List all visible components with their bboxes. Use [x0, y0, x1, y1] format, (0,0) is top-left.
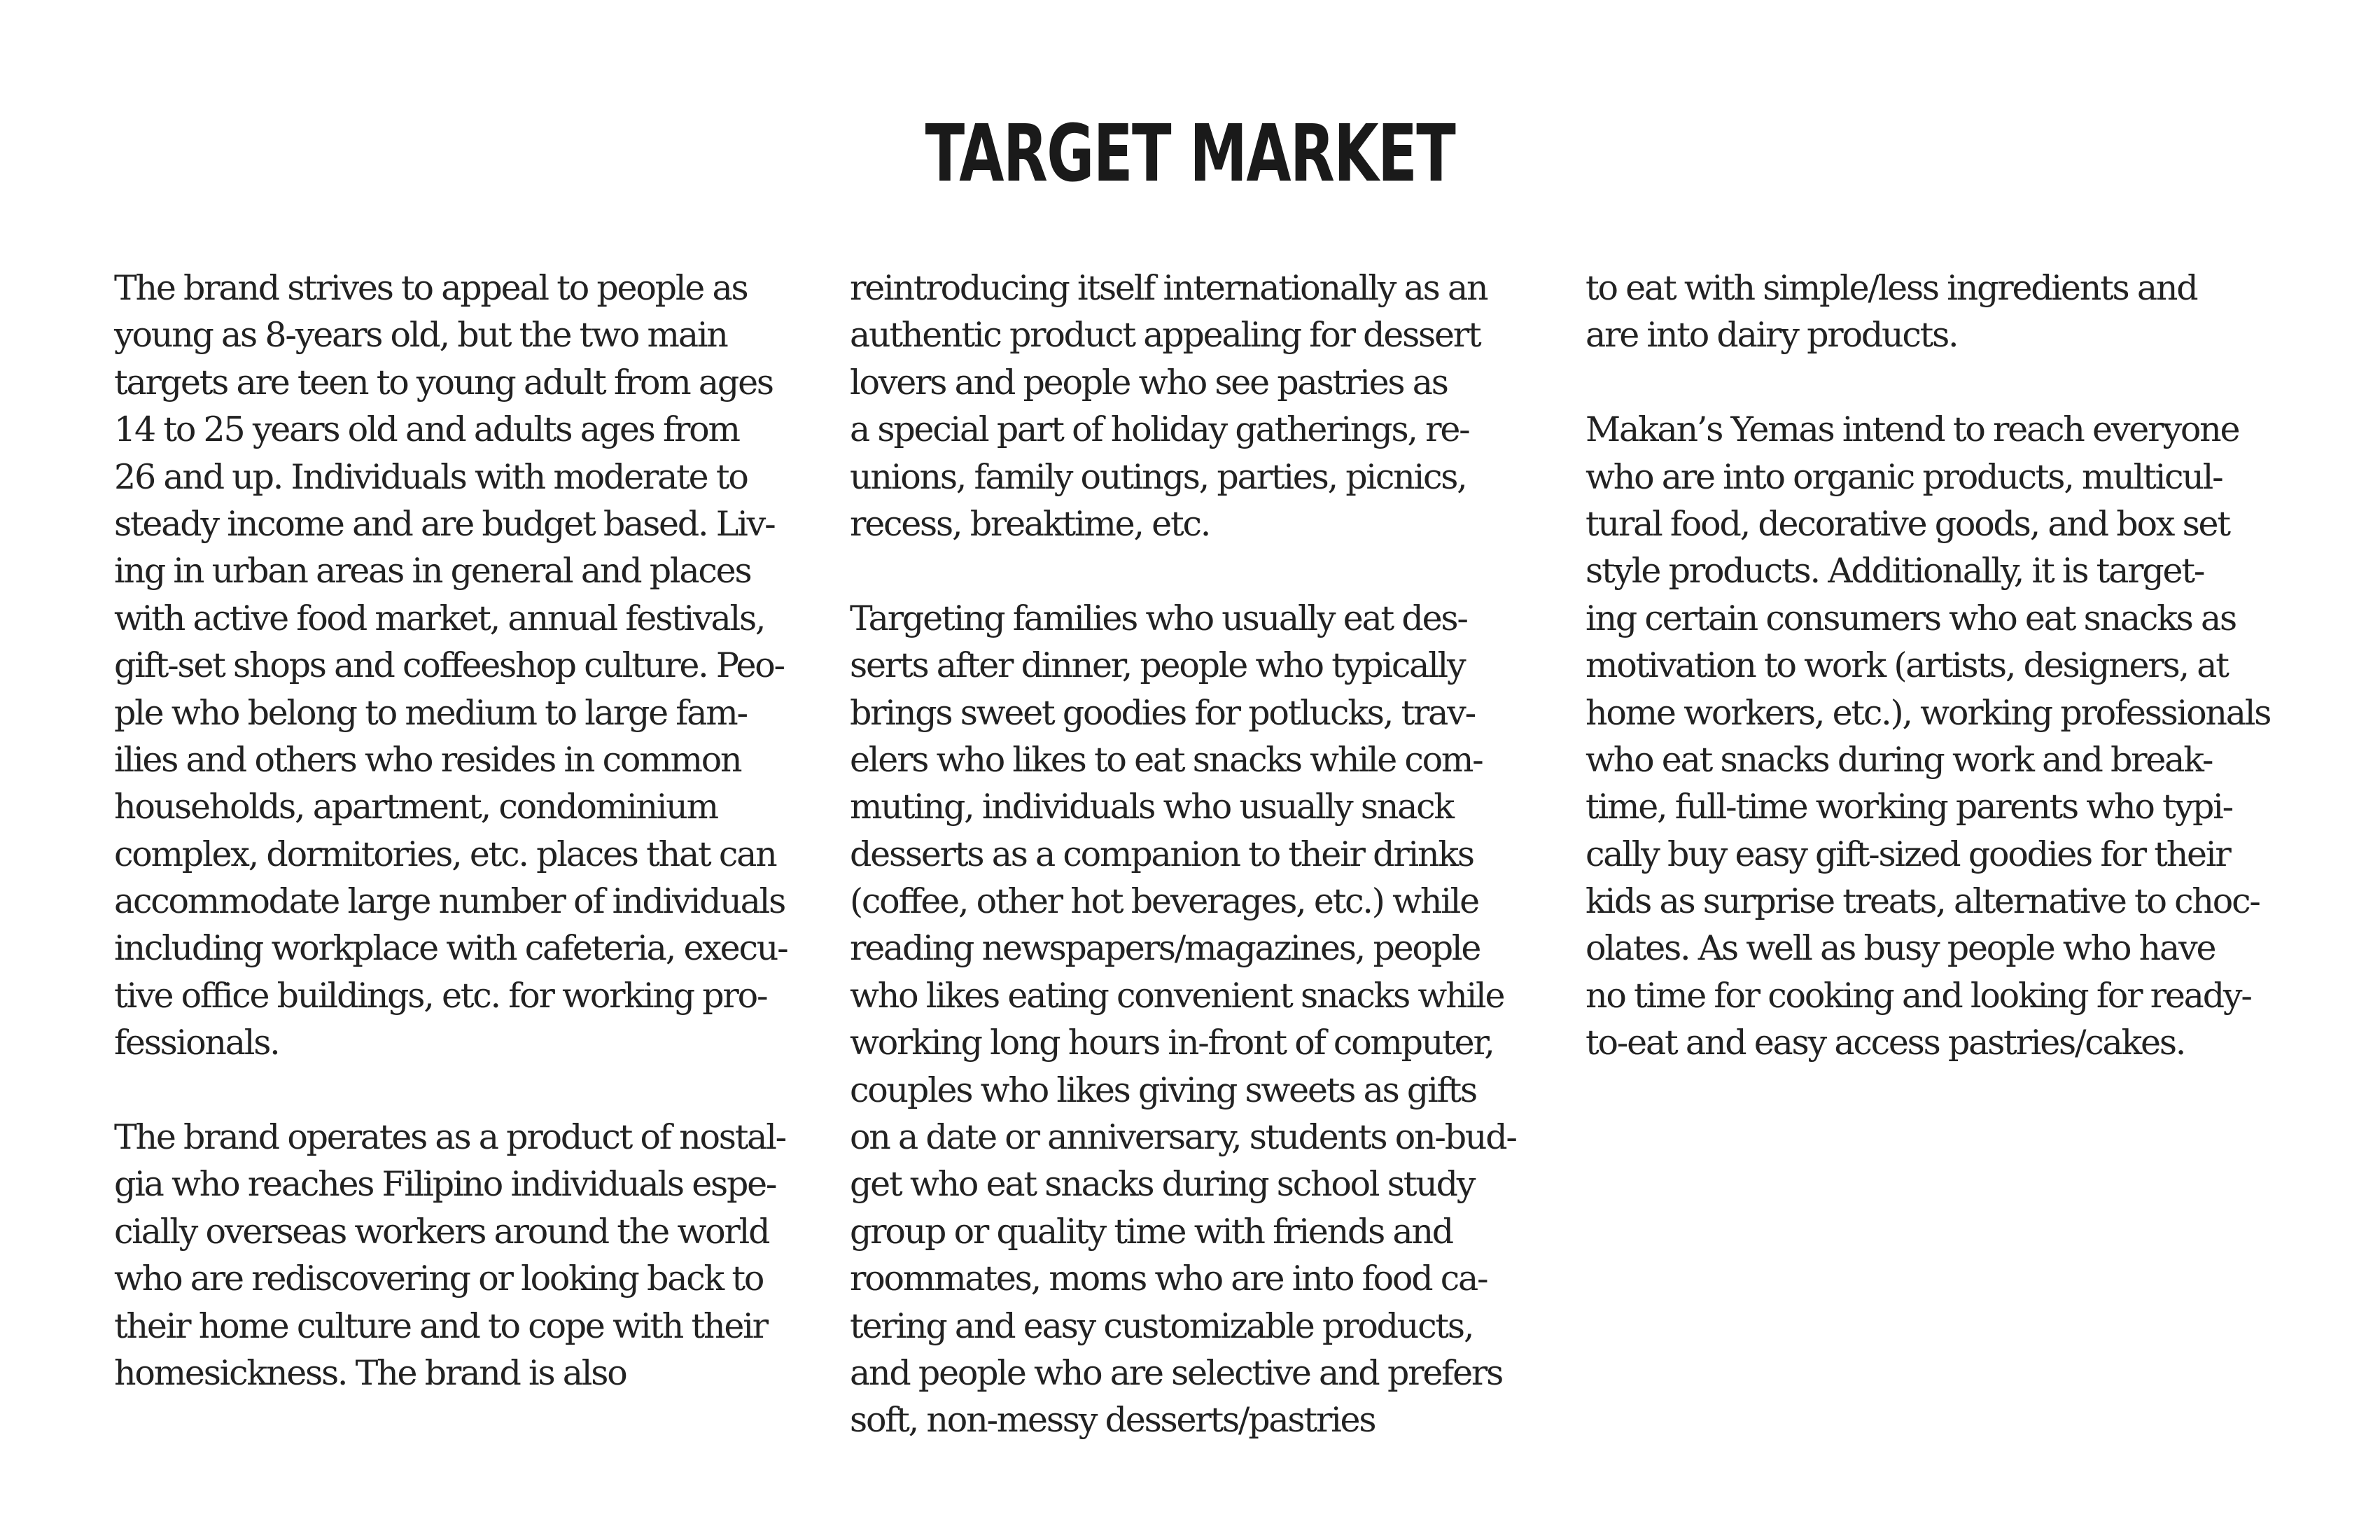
- text-line: unions, family outings, parties, picnics,: [850, 456, 1466, 497]
- text-line: ilies and others who resides in common: [114, 739, 741, 780]
- text-line: 14 to 25 years old and adults ages from: [114, 410, 739, 450]
- text-line: ing in urban areas in general and places: [114, 551, 751, 592]
- text-line: no time for cooking and looking for ready-: [1586, 975, 2251, 1016]
- paragraph-gap: [850, 547, 1557, 594]
- text-line: who are into organic products, multicul-: [1586, 456, 2222, 497]
- body-paragraph: [850, 595, 1557, 1444]
- text-line: time, full-time working parents who typi-: [1586, 787, 2233, 827]
- body-paragraph: [114, 1114, 821, 1396]
- text-line: The brand operates as a product of nostal-: [114, 1117, 786, 1158]
- text-line: desserts as a companion to their drinks: [850, 834, 1474, 874]
- text-line: cally buy easy gift-sized goodies for their: [1586, 834, 2230, 874]
- text-line: (coffee, other hot beverages, etc.) while: [850, 881, 1478, 922]
- text-line: gift-set shops and coffeeshop culture. Peo-: [114, 645, 784, 686]
- body-paragraph: [114, 265, 821, 1067]
- text-line: 26 and up. Individuals with moderate to: [114, 456, 748, 497]
- paragraph-gap: [1586, 359, 2292, 406]
- body-paragraph: [850, 265, 1557, 547]
- text-line: ple who belong to medium to large fam-: [114, 692, 747, 733]
- text-line: Targeting families who usually eat des-: [850, 598, 1467, 638]
- text-line: olates. As well as busy people who have: [1586, 928, 2216, 969]
- text-line: on a date or anniversary, students on-bud-: [850, 1117, 1516, 1158]
- text-line: motivation to work (artists, designers, at: [1586, 645, 2228, 686]
- page-title: TARGET MARKET: [925, 108, 1455, 200]
- body-paragraph: [1586, 265, 2292, 359]
- text-line: kids as surprise treats, alternative to choc-: [1586, 881, 2260, 922]
- text-line: complex, dormitories, etc. places that can: [114, 834, 776, 874]
- text-line: get who eat snacks during school study: [850, 1164, 1475, 1205]
- text-line: to-eat and easy access pastries/cakes.: [1586, 1023, 2185, 1063]
- text-line: are into dairy products.: [1586, 315, 1958, 356]
- text-line: fessionals.: [114, 1023, 279, 1063]
- text-line: reintroducing itself internationally as an: [850, 268, 1488, 308]
- text-line: authentic product appealing for dessert: [850, 315, 1480, 356]
- text-line: gia who reaches Filipino individuals espe-: [114, 1164, 776, 1205]
- text-line: with active food market, annual festivals,: [114, 598, 765, 638]
- text-line: accommodate large number of individuals: [114, 881, 785, 922]
- text-line: muting, individuals who usually snack: [850, 787, 1453, 827]
- text-line: who are rediscovering or looking back to: [114, 1259, 764, 1299]
- text-line: group or quality time with friends and: [850, 1211, 1452, 1252]
- text-line: targets are teen to young adult from ages: [114, 362, 773, 402]
- text-line: tural food, decorative goods, and box set: [1586, 503, 2230, 544]
- text-line: soft, non-messy desserts/pastries: [850, 1400, 1376, 1441]
- text-line: reading newspapers/magazines, people: [850, 928, 1480, 969]
- text-line: cially overseas workers around the world: [114, 1211, 769, 1252]
- text-line: to eat with simple/less ingredients and: [1586, 268, 2197, 308]
- text-line: a special part of holiday gatherings, re-: [850, 410, 1469, 450]
- text-column-3: [1586, 265, 2292, 1067]
- text-line: lovers and people who see pastries as: [850, 362, 1448, 402]
- paragraph-gap: [114, 1067, 821, 1114]
- text-line: The brand strives to appeal to people as: [114, 268, 748, 308]
- text-line: working long hours in-front of computer,: [850, 1023, 1494, 1063]
- text-line: ing certain consumers who eat snacks as: [1586, 598, 2236, 638]
- text-line: couples who likes giving sweets as gifts: [850, 1070, 1476, 1110]
- text-line: their home culture and to cope with their: [114, 1306, 767, 1346]
- body-paragraph: [1586, 406, 2292, 1066]
- text-line: home workers, etc.), working professionals: [1586, 692, 2271, 733]
- text-line: Makan’s Yemas intend to reach everyone: [1586, 410, 2239, 450]
- text-line: tive office buildings, etc. for working pro-: [114, 975, 767, 1016]
- text-line: serts after dinner, people who typically: [850, 645, 1465, 686]
- text-line: roommates, moms who are into food ca-: [850, 1259, 1488, 1299]
- text-line: who likes eating convenient snacks while: [850, 975, 1504, 1016]
- text-line: and people who are selective and prefers: [850, 1352, 1503, 1393]
- text-column-2: [850, 265, 1557, 1444]
- text-line: elers who likes to eat snacks while com-: [850, 739, 1483, 780]
- text-line: tering and easy customizable products,: [850, 1306, 1474, 1346]
- text-line: style products. Additionally, it is target-: [1586, 551, 2204, 592]
- text-line: brings sweet goodies for potlucks, trav-: [850, 692, 1476, 733]
- text-line: homesickness. The brand is also: [114, 1352, 626, 1393]
- text-line: steady income and are budget based. Liv-: [114, 503, 775, 544]
- text-line: young as 8-years old, but the two main: [114, 315, 727, 356]
- text-line: households, apartment, condominium: [114, 787, 718, 827]
- text-column-1: [114, 265, 821, 1396]
- text-line: who eat snacks during work and break-: [1586, 739, 2213, 780]
- text-line: including workplace with cafeteria, execu-: [114, 928, 788, 969]
- text-line: recess, breaktime, etc.: [850, 503, 1210, 544]
